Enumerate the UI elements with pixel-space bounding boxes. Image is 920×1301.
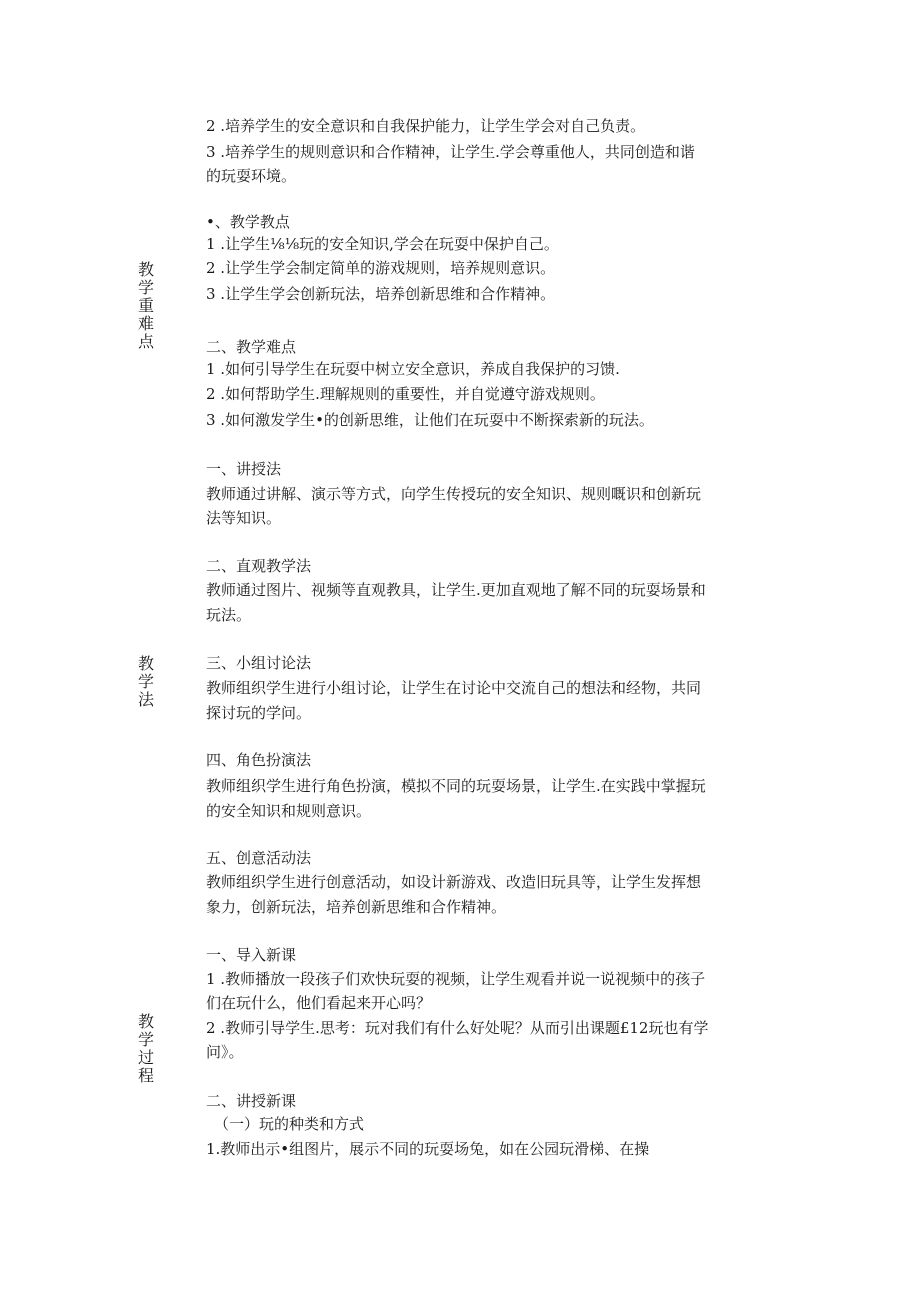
method-1-text: 教师通过讲解、演示等方式，向学生传授玩的安全知识、规则嘅识和创新玩 [206,485,702,503]
process-1-heading: 一、导入新课 [206,946,297,964]
side-char: 学 [137,672,154,691]
goal-item-2: 2 .培养学生的安全意识和自我保护能力，让学生学会对自己负责。 [206,117,646,135]
key-point-item-1: 1 .让学生⅛⅛玩的安全知识,学会在玩耍中保护自己。 [206,235,559,253]
side-char: 教 [137,654,154,673]
side-char: 难 [137,314,154,333]
process-1-item-2: 2 .教师引导学生.思考：玩对我们有什么好处呢？从而引出课题£12玩也有学 [206,1019,709,1037]
goal-item-3-cont: 的玩耍环境。 [206,167,297,185]
method-1-heading: 一、讲授法 [206,460,282,478]
method-2-heading: 二、直观教学法 [206,557,312,575]
method-3-text-cont: 探讨玩的学问。 [206,704,312,722]
method-5-text: 教师组织学生进行创意活动，如设计新游戏、改造旧玩具等，让学生发挥想 [206,873,702,891]
method-4-text-cont: 的安全知识和规则意识。 [206,802,372,820]
side-char: 学 [137,1030,154,1049]
method-2-text: 教师通过图片、视频等直观教具，让学生.更加直观地了解不同的玩耍场景和 [206,581,706,599]
method-3-heading: 三、小组讨论法 [206,654,312,672]
side-char: 过 [137,1048,154,1067]
process-1-item-2-cont: 问》。 [206,1043,244,1061]
process-1-item-1-cont: 们在玩什么，他们看起来开心吗？ [206,994,432,1012]
process-2-subheading: （一）玩的种类和方式 [214,1115,365,1133]
key-points-heading: •、教学教点 [206,213,290,231]
key-point-item-2: 2 .让学生学会制定简单的游戏规则，培养规则意识。 [206,259,556,277]
side-char: 教 [137,1012,154,1031]
process-2-item-1: 1.教师出示•组图片，展示不同的玩耍场兔，如在公园玩滑梯、在操 [206,1140,650,1158]
side-char: 法 [137,690,154,709]
side-char: 点 [137,332,154,351]
difficulty-item-1: 1 .如何引导学生在玩耍中树立安全意识，养成自我保护的习馈. [206,360,620,378]
method-1-text-cont: 法等知识。 [206,509,282,527]
side-char: 教 [137,260,154,279]
method-4-text: 教师组织学生进行角色扮演，模拟不同的玩耍场景，让学生.在实践中掌握玩 [206,777,706,795]
method-4-heading: 四、角色扮演法 [206,751,312,769]
method-5-heading: 五、创意活动法 [206,849,312,867]
key-point-item-3: 3 .让学生学会创新玩法，培养创新思维和合作精神。 [206,285,556,303]
difficulty-item-2: 2 .如何帮助学生.理解规则的重要性，并自觉遵守游戏规则。 [206,385,605,403]
method-3-text: 教师组织学生进行小组讨论，让学生在讨论中交流自己的想法和经物，共同 [206,679,702,697]
method-5-text-cont: 象力，创新玩法，培养创新思维和合作精神。 [206,898,507,916]
method-2-text-cont: 玩法。 [206,606,252,624]
difficulty-item-3: 3 .如何激发学生•的创新思维，让他们在玩耍中不断探索新的玩法。 [206,411,654,429]
goal-item-3: 3 .培养学生的规则意识和合作精神，让学生.学会尊重他人，共同创造和谐 [206,143,695,161]
process-2-heading: 二、讲授新课 [206,1092,297,1110]
side-char: 程 [137,1066,154,1085]
process-1-item-1: 1 .教师播放一段孩子们欢快玩耍的视频，让学生观看并说一说视频中的孩子 [206,970,706,988]
side-char: 学 [137,278,154,297]
side-char: 重 [137,296,154,315]
difficulties-heading: 二、教学难点 [206,338,297,356]
